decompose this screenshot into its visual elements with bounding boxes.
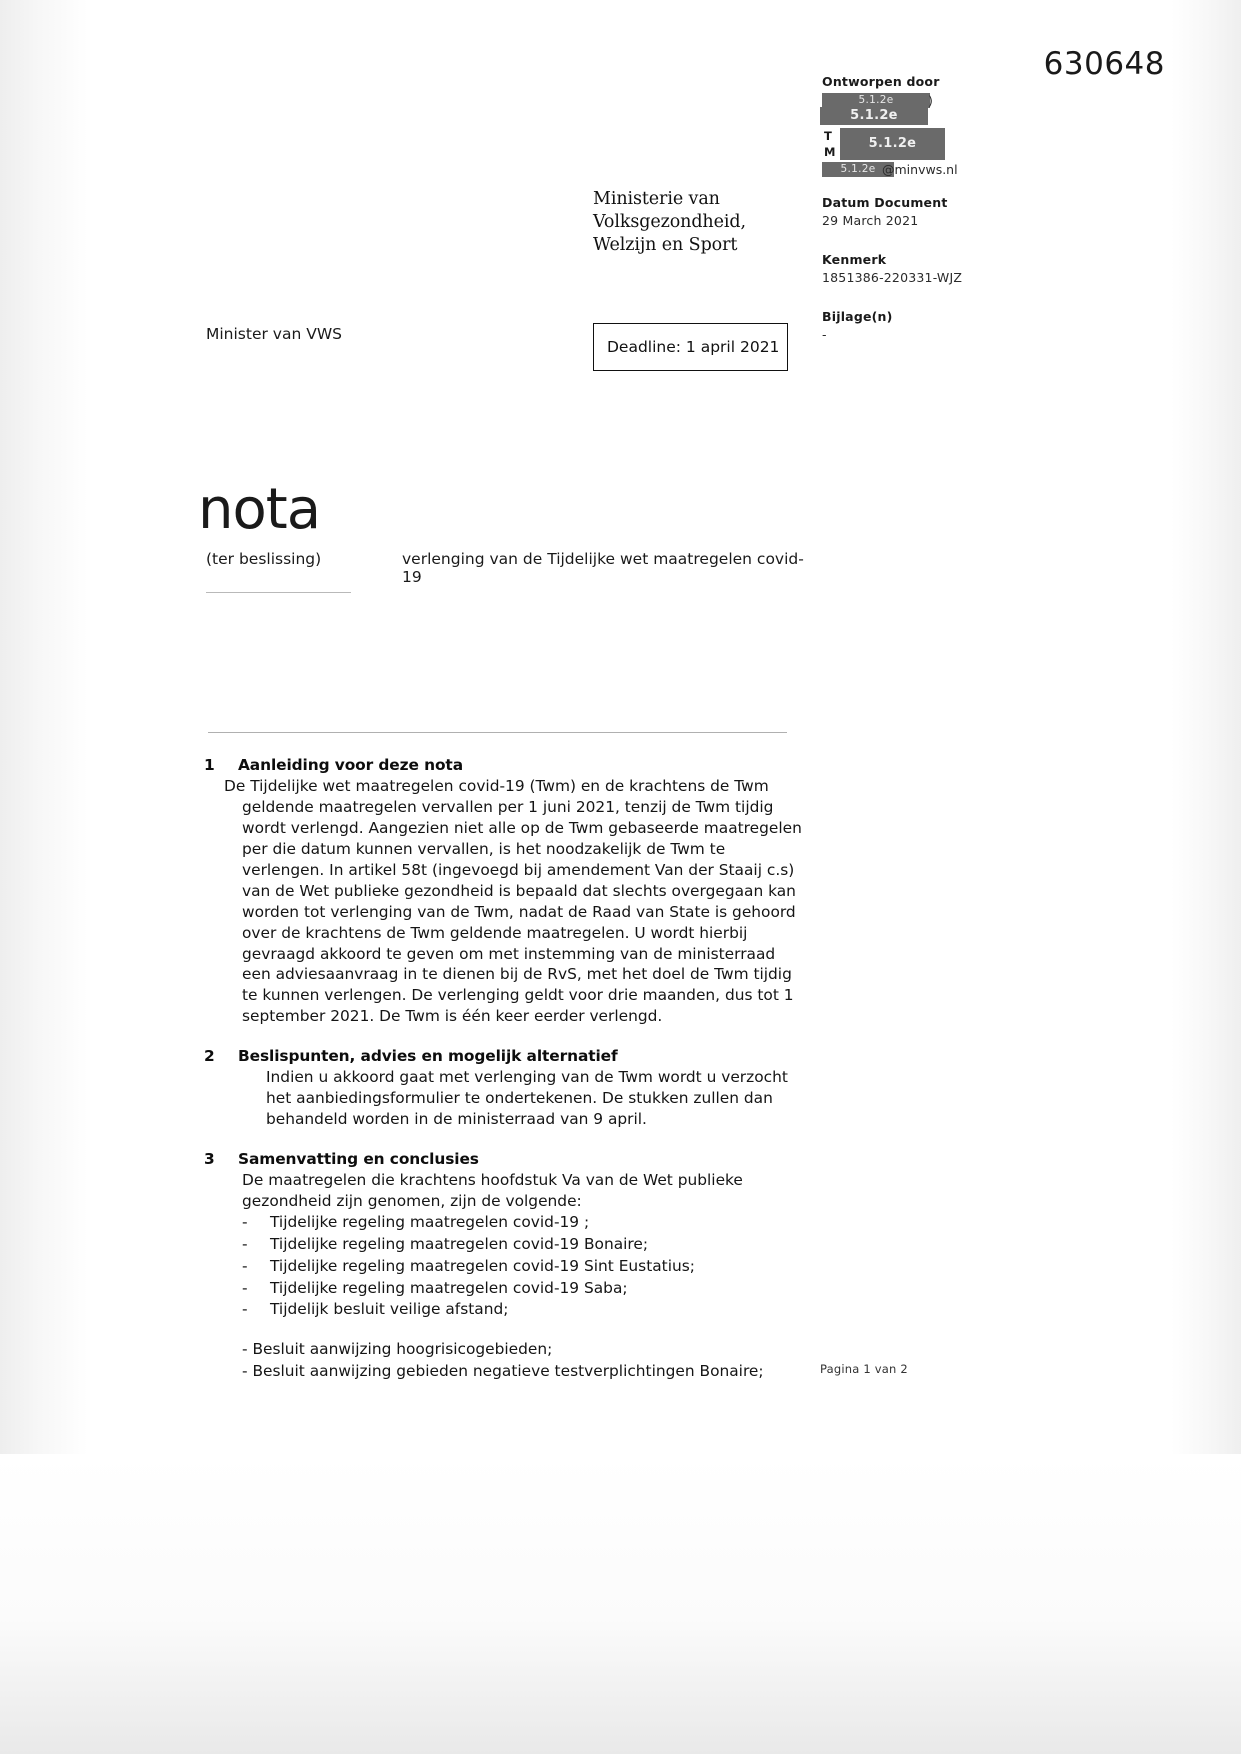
section-3-number: 3	[204, 1150, 215, 1169]
mobile-label: M	[824, 144, 836, 159]
section-3-heading	[204, 1150, 804, 1168]
kenmerk-value: 1851386-220331-WJZ	[822, 269, 963, 285]
section-2	[204, 1047, 804, 1130]
kenmerk-label: Kenmerk	[822, 251, 887, 267]
subtitle-kind: (ter beslissing)	[206, 550, 322, 568]
list-item	[242, 1234, 804, 1256]
section-3-body: De maatregelen die krachtens hoofdstuk Va van de Wet publieke gezondheid zijn genomen, zijn de volgende:	[242, 1171, 743, 1210]
redaction-box-2: 5.1.2e	[820, 107, 928, 125]
list-item-label: Tijdelijke regeling maatregelen covid-19 Saba;	[270, 1278, 628, 1297]
section-1	[204, 756, 804, 1027]
section-1-number: 1	[204, 756, 215, 774]
ministry-line-2: Welzijn en Sport	[593, 235, 738, 256]
bijlage-value: -	[822, 326, 827, 342]
email-domain: @minvws.nl	[882, 161, 958, 177]
section-2-number: 2	[204, 1047, 215, 1066]
bullet-dash-icon: -	[242, 1234, 248, 1253]
bullet-dash-icon: -	[242, 1300, 248, 1319]
list-item	[242, 1299, 804, 1321]
page-title: nota	[198, 477, 321, 542]
page-footer: Pagina 1 van 2	[820, 1362, 908, 1376]
bijlage-block	[822, 309, 1012, 344]
subtitle-subject: verlenging van de Tijdelijke wet maatregelen covid-19	[402, 550, 804, 586]
bullet-dash-icon: -	[242, 1278, 248, 1297]
bijlage-label: Bijlage(n)	[822, 308, 893, 324]
ontworpen-door-label: Ontworpen door	[822, 74, 940, 89]
bullet-dash-icon: -	[242, 1256, 248, 1275]
additional-decisions-list	[204, 1339, 804, 1383]
list-item-label: Tijdelijke regeling maatregelen covid-19 ;	[270, 1212, 590, 1231]
section-2-body: Indien u akkoord gaat met verlenging van de Twm wordt u verzocht het aanbiedingsformulier te ondertekenen. De stukken zullen dan behandeld worden in de ministerraad van 9 april.	[266, 1068, 788, 1129]
ontworpen-door-block	[822, 74, 1012, 177]
telephone-label: T	[824, 128, 832, 143]
list-item-label: Tijdelijk besluit veilige afstand;	[270, 1300, 509, 1319]
deadline-box	[593, 323, 788, 371]
section-2-heading	[204, 1047, 804, 1065]
redaction-box-3: 5.1.2e	[840, 128, 945, 160]
body-divider-rule	[208, 732, 787, 733]
section-1-title: Aanleiding voor deze nota	[238, 756, 463, 774]
list-item-label: Tijdelijke regeling maatregelen covid-19 Bonaire;	[270, 1234, 649, 1253]
measures-list	[204, 1212, 804, 1321]
section-3	[204, 1150, 804, 1383]
datum-value: 29 March 2021	[822, 212, 919, 228]
document-number: 630648	[1043, 46, 1165, 82]
list-item-label: Tijdelijke regeling maatregelen covid-19 Sint Eustatius;	[270, 1256, 695, 1275]
section-1-heading	[204, 756, 804, 774]
list-item	[242, 1256, 804, 1278]
bullet-dash-icon: -	[242, 1212, 248, 1231]
redaction-group	[822, 92, 1012, 177]
scan-edge-bottom	[0, 1454, 1241, 1754]
redaction-box-4: 5.1.2e	[822, 162, 894, 177]
section-1-body: De Tijdelijke wet maatregelen covid-19 (Twm) en de krachtens de Twm geldende maatregelen vervallen per 1 juni 2021, tenzij de Twm tijdig wordt verlengd. Aangezien niet alle op de Twm gebaseerde maatregelen per die datum kunnen vervallen, is het noodzakelijk de Twm te verlengen. In artikel 58t (ingevoegd bij amendement Van der Staaij c.s) van de Wet publieke gezondheid is bepaald dat slechts overgegaan kan worden tot verlenging van de Twm, nadat de Raad van State is gehoord over de krachtens de Twm geldende maatregelen. U wordt hierbij gevraagd akkoord te geven om met instemming van de ministerraad een adviesaanvraag in te dienen bij de RvS, met het doel de Twm tijdig te kunnen verlengen. De verlenging geldt voor drie maanden, dus tot 1 september 2021. De Twm is één keer eerder verlengd.	[224, 777, 802, 1026]
section-2-title: Beslispunten, advies en mogelijk alternatief	[238, 1047, 618, 1066]
list-item	[242, 1278, 804, 1300]
ministry-line-1: Ministerie van Volksgezondheid,	[593, 189, 746, 233]
ministry-wordmark	[593, 188, 863, 257]
list-item	[242, 1212, 804, 1234]
deadline-text: Deadline: 1 april 2021	[607, 338, 780, 356]
datum-label: Datum Document	[822, 194, 948, 210]
list-item: - Besluit aanwijzing hoogrisicogebieden;	[242, 1340, 553, 1359]
subtitle-rule	[206, 592, 351, 593]
section-3-title: Samenvatting en conclusies	[238, 1150, 479, 1169]
document-body	[204, 756, 804, 1403]
closing-paren: )	[928, 92, 933, 108]
addressee: Minister van VWS	[206, 325, 342, 343]
list-item: - Besluit aanwijzing gebieden negatieve testverplichtingen Bonaire;	[242, 1362, 764, 1381]
redaction-box-1: 5.1.2e	[822, 93, 930, 108]
